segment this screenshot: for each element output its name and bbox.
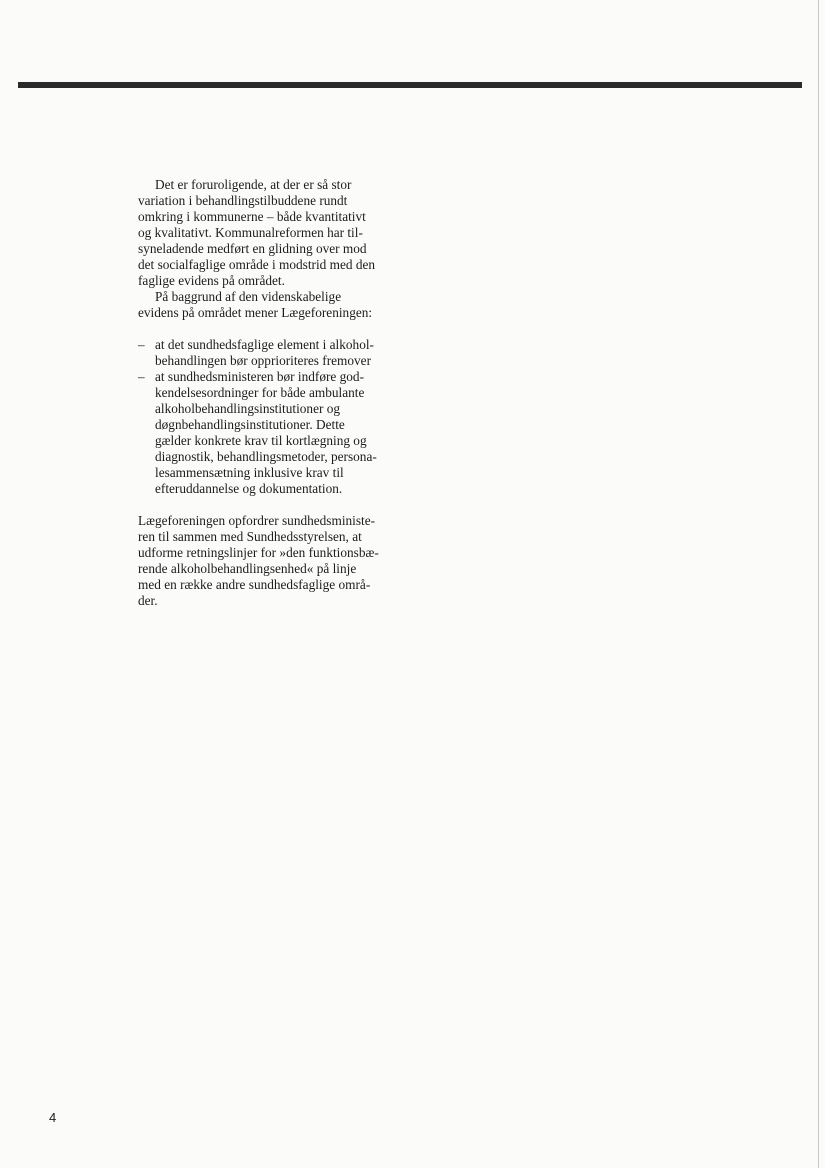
- list-item: [138, 369, 414, 497]
- bullet-dash: –: [138, 337, 145, 352]
- text-line: Lægeforeningen opfordrer sundhedsministe-: [138, 513, 376, 528]
- spacer: [138, 497, 414, 513]
- text-line: med en række andre sundhedsfaglige områ-: [138, 577, 371, 592]
- text-line: omkring i kommunerne – både kvantitativt: [138, 209, 366, 224]
- text-line: evidens på området mener Lægeforeningen:: [138, 305, 373, 320]
- text-line: det socialfaglige område i modstrid med den: [138, 257, 376, 272]
- text-line: og kvalitativt. Kommunalreformen har til-: [138, 225, 363, 240]
- text-line: ren til sammen med Sundhedsstyrelsen, at: [138, 529, 362, 544]
- page-edge: [818, 0, 819, 1168]
- top-rule: [18, 82, 802, 88]
- text-line: at sundhedsministeren bør indføre god-: [155, 369, 365, 384]
- text-line: alkoholbehandlingsinstitutioner og: [155, 401, 341, 416]
- text-line: rende alkoholbehandlingsenhed« på linje: [138, 561, 357, 576]
- text-line: Det er foruroligende, at der er så stor: [155, 177, 352, 192]
- text-line: syneladende medført en glidning over mod: [138, 241, 367, 256]
- paragraph-call-to-action: [138, 513, 414, 609]
- text-line: diagnostik, behandlingsmetoder, persona-: [155, 449, 377, 464]
- text-line: lesammensætning inklusive krav til: [155, 465, 344, 480]
- text-line: udforme retningslinjer for »den funktionsbæ-: [138, 545, 379, 560]
- text-line: variation i behandlingstilbuddene rundt: [138, 193, 348, 208]
- text-line: faglige evidens på området.: [138, 273, 285, 288]
- text-line: kendelsesordninger for både ambulante: [155, 385, 365, 400]
- recommendation-list: [138, 337, 414, 497]
- text-column: [138, 177, 414, 609]
- text-line: efteruddannelse og dokumentation.: [155, 481, 343, 496]
- spacer: [138, 321, 414, 337]
- page-number: 4: [49, 1110, 57, 1125]
- bullet-dash: –: [138, 369, 145, 384]
- paragraph-intro: [138, 177, 414, 289]
- text-line: På baggrund af den videnskabelige: [155, 289, 342, 304]
- text-line: at det sundhedsfaglige element i alkohol-: [155, 337, 374, 352]
- text-line: behandlingen bør opprioriteres fremover: [155, 353, 371, 368]
- paragraph-position: [138, 289, 414, 321]
- list-item: [138, 337, 414, 369]
- text-line: gælder konkrete krav til kortlægning og: [155, 433, 367, 448]
- text-line: der.: [138, 593, 158, 608]
- text-line: døgnbehandlingsinstitutioner. Dette: [155, 417, 345, 432]
